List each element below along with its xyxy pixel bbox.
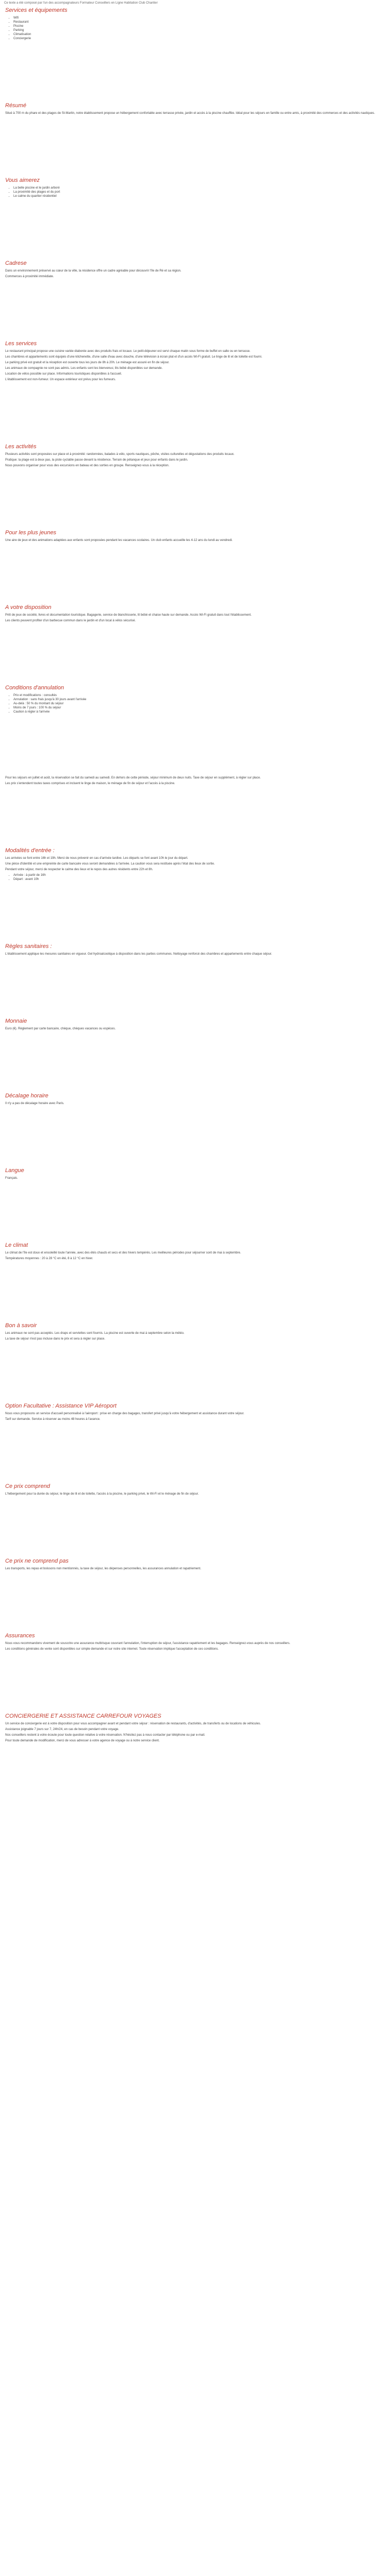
section-paragraph: Les clients peuvent profiter d'un barbecue commun dans le jardin et d'un local à vélos sécurisé.: [5, 619, 136, 622]
content-section: [5, 103, 386, 115]
section-paragraph: Plusieurs activités sont proposées sur place et à proximité: randonnées, balades à vélo, sports nautiques, pêche, visites culturelles et dégustations des produits locaux.: [5, 453, 235, 456]
section-title: CONCIERGERIE ET ASSISTANCE CARREFOUR VOYAGES: [5, 1713, 161, 1719]
content-section: [5, 1633, 386, 1651]
section-paragraph: Les animaux ne sont pas acceptés. Les draps et serviettes sont fournis. La piscine est ouverte de mai à septembre selon la météo.: [5, 1332, 185, 1335]
section-paragraph: Pratique: la plage est à deux pas, la piste cyclable passe devant la résidence. Terrain de pétanque et jeux pour enfants dans le jardin.: [5, 459, 188, 462]
section-title: Monnaie: [5, 1018, 27, 1024]
content-section: [5, 1018, 386, 1031]
section-title: Cadrese: [5, 260, 27, 266]
section-paragraph: Températures moyennes : 20 à 28 °C en été, 8 à 12 °C en hiver.: [5, 1257, 93, 1260]
section-paragraph: Les transports, les repas et boissons non mentionnés, la taxe de séjour, les dépenses personnelles, les assurances annulation et rapatriement.: [5, 1567, 201, 1570]
content-section: [5, 260, 386, 279]
section-title: Assurances: [5, 1633, 35, 1639]
section-list-item: • Départ : avant 10h: [13, 877, 386, 882]
section-paragraph: Nous vous proposons un service d'accueil personnalisé à l'aéroport : prise en charge des bagages, transfert privé jusqu'à votre hébergement et assistance durant votre séjour.: [5, 1412, 245, 1415]
section-paragraph: Dans un environnement préservé au cœur de la ville, la résidence offre un cadre agréable pour découvrir l'île de Ré et sa région.: [5, 269, 182, 273]
section-paragraph: Nos conseillers restent à votre écoute pour toute question relative à votre réservation. N'hésitez pas à nous contacter par téléphone ou par e-mail.: [5, 1734, 205, 1737]
section-paragraph: Assistance joignable 7 jours sur 7, 24h/24, en cas de besoin pendant votre voyage.: [5, 1728, 119, 1731]
content-section: [5, 1483, 386, 1496]
section-paragraph: Français.: [5, 1177, 18, 1180]
section-title: Résumé: [5, 103, 26, 109]
section-list: [5, 186, 386, 198]
section-list-item: • La belle piscine et le jardin arboré: [13, 186, 386, 190]
content-section: [5, 776, 386, 786]
services-list: [5, 16, 386, 41]
section-list-item: • Prix et modifications : consultés: [13, 693, 386, 698]
section-paragraph: Nous vous recommandons vivement de souscrire une assurance multirisque couvrant l'annulation, l'interruption de séjour, l'assistance rapatriement et les bagages. Renseignez-vous auprès de nos conseillers.: [5, 1642, 290, 1645]
section-list-item: • La proximité des plages et du port: [13, 190, 386, 194]
section-title: Langue: [5, 1167, 24, 1174]
service-item: • Conciergerie: [13, 37, 386, 41]
content-section: [5, 530, 386, 543]
services-title: Services et équipements: [5, 7, 68, 13]
section-paragraph: Les conditions générales de vente sont disponibles sur simple demande et sur notre site internet. Toute réservation implique l'acceptation de ces conditions.: [5, 1648, 219, 1651]
section-paragraph: Les prix s'entendent toutes taxes comprises et incluent le linge de maison, le ménage de fin de séjour et l'accès à la piscine.: [5, 782, 175, 785]
section-paragraph: L'hébergement pour la durée du séjour, le linge de lit et de toilette, l'accès à la piscine, le parking privé, le Wi-Fi et le ménage de fin de séjour.: [5, 1493, 199, 1496]
section-list-item: • Annulation : sans frais jusqu'à 30 jours avant l'arrivée: [13, 698, 386, 702]
section-paragraph: Location de vélos possible sur place. Informations touristiques disponibles à l'accueil.: [5, 372, 122, 376]
content-section: [5, 341, 386, 382]
section-paragraph: Les chambres et appartements sont équipés d'une kitchenette, d'une salle d'eau avec douche, d'une télévision à écran plat et d'un accès Wi-Fi gratuit. Le linge de lit et de toilette est fourni.: [5, 355, 263, 359]
service-item: • Parking: [13, 28, 386, 32]
section-paragraph: Tarif sur demande. Service à réserver au moins 48 heures à l'avance.: [5, 1418, 101, 1421]
section-paragraph: Une pièce d'identité et une empreinte de carte bancaire vous seront demandées à l'arrivée. La caution vous sera restituée après l'état des lieux de sortie.: [5, 862, 215, 866]
content-section: [5, 848, 386, 882]
section-title: Conditions d'annulation: [5, 685, 64, 691]
content-section: [5, 1558, 386, 1571]
section-paragraph: Un service de conciergerie est à votre disposition pour vous accompagner avant et pendant votre séjour : réservation de restaurants, d'activités, de transferts ou de locations de véhicules.: [5, 1722, 261, 1725]
section-paragraph: Situé à 700 m du phare et des plages de St-Martin, notre établissement propose un hébergement confortable avec terrasse privée, jardin et accès à la piscine chauffée. Idéal pour les séjours en famille ou entre amis, à proximité des commerces et des activités nautiques.: [5, 112, 375, 115]
section-paragraph: Le restaurant principal propose une cuisine variée élaborée avec des produits frais et locaux. Le petit-déjeuner est servi chaque matin sous forme de buffet en salle ou en terrasse.: [5, 350, 251, 353]
section-paragraph: Les arrivées se font entre 16h et 19h. Merci de nous prévenir en cas d'arrivée tardive. Les départs se font avant 10h le jour du départ.: [5, 857, 188, 860]
section-list-item: • Au-delà : 50 % du montant du séjour: [13, 702, 386, 706]
content-section: [5, 1093, 386, 1106]
section-title: Vous aimerez: [5, 177, 40, 183]
section-paragraph: Le parking privé est gratuit et la réception est ouverte tous les jours de 8h à 20h. Le ménage est assuré en fin de séjour.: [5, 361, 170, 364]
section-title: Le climat: [5, 1242, 28, 1248]
service-item: • Restaurant: [13, 20, 386, 24]
section-paragraph: L'établissement applique les mesures sanitaires en vigueur. Gel hydroalcoolique à disposition dans les parties communes. Nettoyage renforcé des chambres et appartements entre chaque séjour.: [5, 953, 272, 956]
section-paragraph: Commerces à proximité immédiate.: [5, 275, 54, 278]
section-paragraph: Une aire de jeux et des animations adaptées aux enfants sont proposées pendant les vacances scolaires. Un club enfants accueille les 4-12 ans du lundi au vendredi.: [5, 539, 233, 542]
service-item: • Piscine: [13, 24, 386, 28]
section-title: Bon à savoir: [5, 1323, 37, 1329]
section-list-item: • Le calme du quartier résidentiel: [13, 194, 386, 198]
section-title: Décalage horaire: [5, 1093, 48, 1099]
section-title: A votre disposition: [5, 604, 52, 611]
content-section: [5, 1242, 386, 1261]
section-title: Règles sanitaires :: [5, 943, 52, 950]
section-paragraph: Pour toute demande de modification, merci de vous adresser à votre agence de voyage ou à notre service client.: [5, 1739, 160, 1742]
content-section: [5, 1323, 386, 1341]
service-item: • Climatisation: [13, 32, 386, 37]
section-title: Pour les plus jeunes: [5, 530, 57, 536]
section-title: Les services: [5, 341, 37, 347]
section-list-item: • Moins de 7 jours : 100 % du séjour: [13, 706, 386, 710]
content-section: [5, 943, 386, 956]
content-section: [5, 177, 386, 198]
section-paragraph: Pendant votre séjour, merci de respecter le calme des lieux et le repos des autres résidents entre 22h et 8h.: [5, 868, 153, 871]
section-title: Option Facultative : Assistance VIP Aéroport: [5, 1403, 117, 1409]
content-section: [5, 604, 386, 623]
section-paragraph: Les animaux de compagnie ne sont pas admis. Les enfants sont les bienvenus; lits bébé disponibles sur demande.: [5, 367, 163, 370]
content-section: [5, 685, 386, 714]
section-title: Les activités: [5, 444, 37, 450]
services-section: [5, 7, 386, 41]
section-title: Ce prix ne comprend pas: [5, 1558, 69, 1564]
content-section: [5, 1167, 386, 1180]
service-item: • Wifi: [13, 16, 386, 20]
section-paragraph: Prêt de jeux de société, livres et documentation touristique. Bagagerie, service de blanchisserie, lit bébé et chaise haute sur demande. Accès Wi-Fi gratuit dans tout l'établissement.: [5, 614, 252, 617]
section-list-item: • Arrivée : à partir de 16h: [13, 873, 386, 877]
section-list-item: • Caution à régler à l'arrivée: [13, 710, 386, 714]
content-section: [5, 1713, 386, 1743]
section-paragraph: L'établissement est non-fumeur. Un espace extérieur est prévu pour les fumeurs.: [5, 378, 116, 381]
content-section: [5, 1403, 386, 1421]
content-section: [5, 444, 386, 468]
section-paragraph: La taxe de séjour n'est pas incluse dans le prix et sera à régler sur place.: [5, 1337, 105, 1341]
intro-text: Ce texte a été composé par l'un des accompagnateurs Formateur Conseillers en Ligne Habitation Club Chantier: [4, 2, 158, 5]
section-title: Modalités d'entrée :: [5, 848, 55, 854]
section-paragraph: Pour les séjours en juillet et août, la réservation se fait du samedi au samedi. En dehors de cette période, séjour minimum de deux nuits. Taxe de séjour en supplément, à régler sur place.: [5, 776, 261, 779]
section-paragraph: Euro (€). Règlement par carte bancaire, chèque, chèques vacances ou espèces.: [5, 1027, 116, 1030]
section-list: [5, 693, 386, 714]
section-paragraph: Il n'y a pas de décalage horaire avec Paris.: [5, 1102, 64, 1105]
section-paragraph: Nous pouvons organiser pour vous des excursions en bateau et des sorties en groupe. Renseignez-vous à la réception.: [5, 464, 170, 467]
section-title: Ce prix comprend: [5, 1483, 50, 1489]
main-content: [5, 7, 386, 1805]
section-paragraph: Le climat de l'île est doux et ensoleillé toute l'année, avec des étés chauds et secs et des hivers tempérés. Les meilleures périodes pour séjourner sont de mai à septembre.: [5, 1251, 241, 1255]
section-list: [5, 873, 386, 882]
